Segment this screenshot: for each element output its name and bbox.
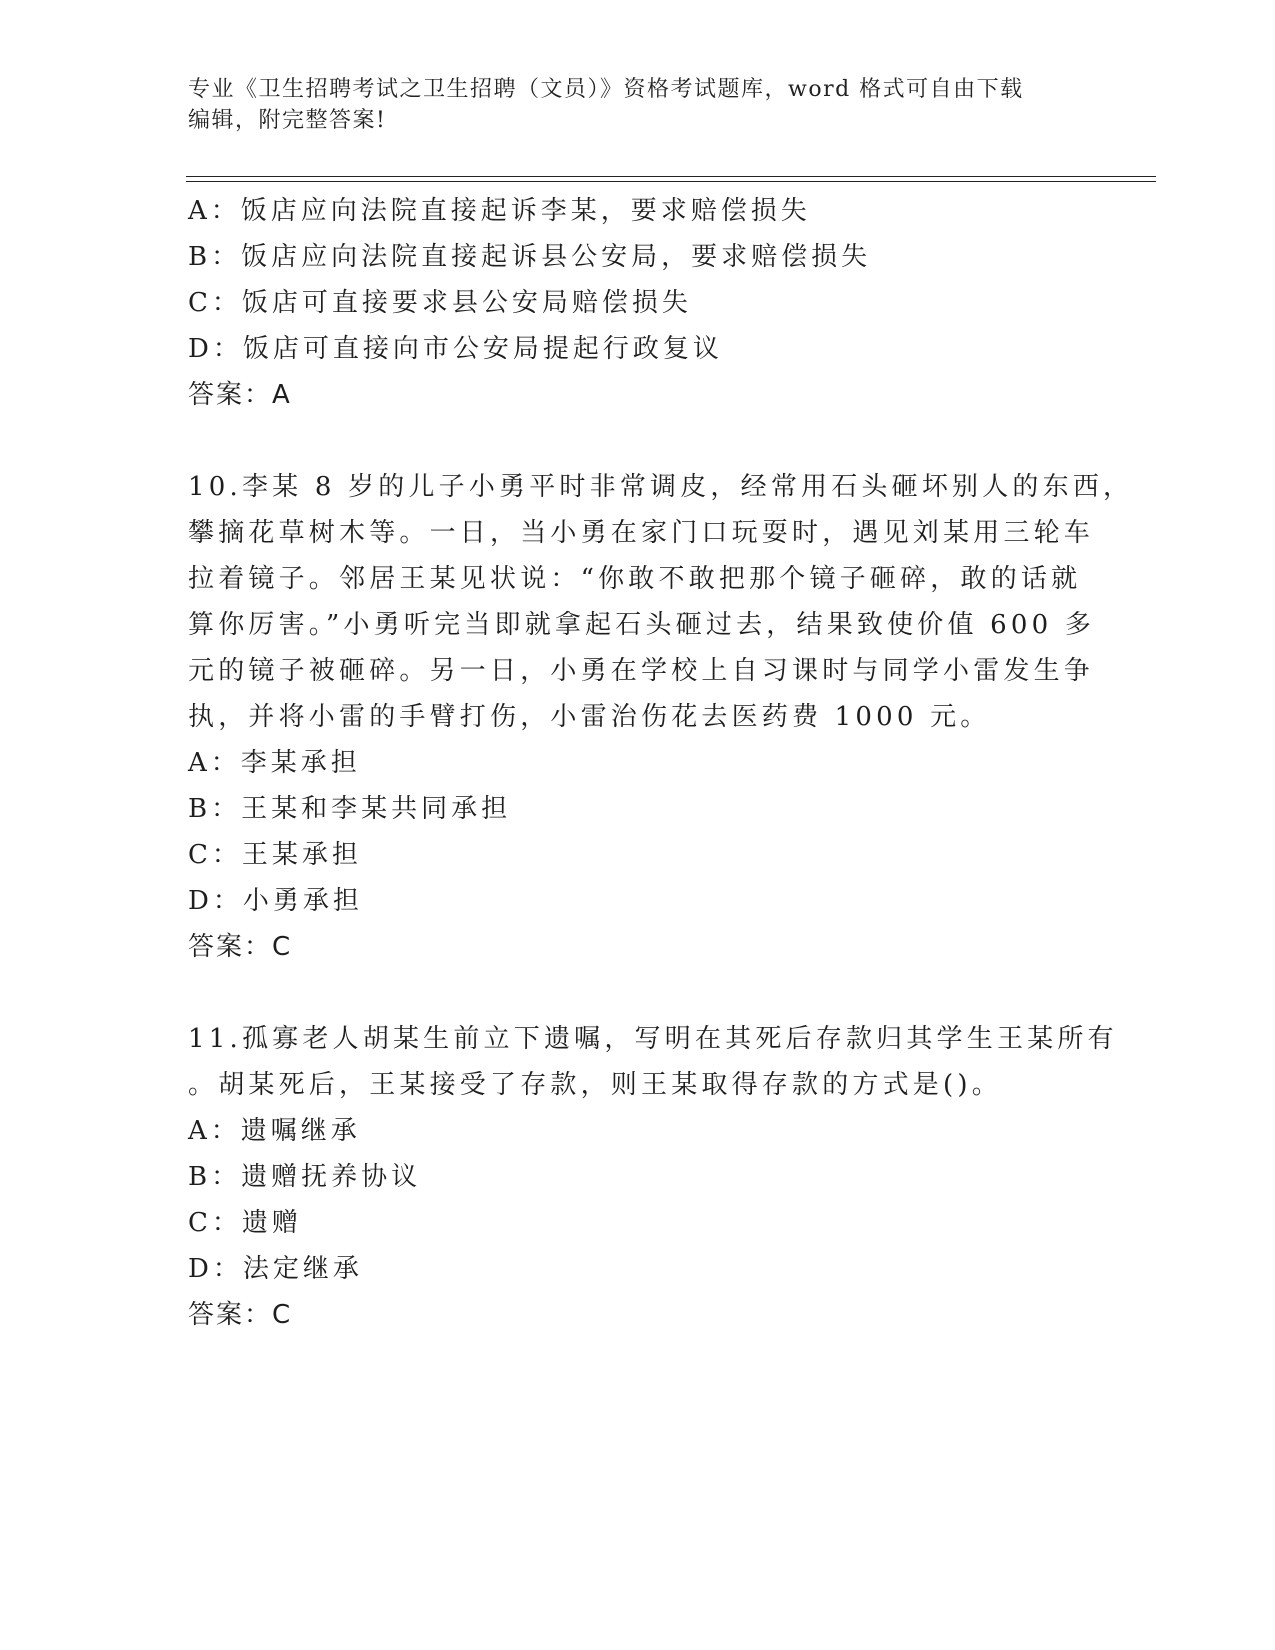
question-11-option-b: B：遗赠抚养协议 bbox=[188, 1162, 422, 1192]
question-9-option-b: B：饭店应向法院直接起诉县公安局，要求赔偿损失 bbox=[188, 242, 872, 272]
question-11-option-a: A：遗嘱继承 bbox=[188, 1116, 361, 1146]
header-line-1: 专业《卫生招聘考试之卫生招聘（文员）》资格考试题库，word 格式可自由下载 bbox=[188, 77, 1024, 102]
question-11-line-1: 11.孤寡老人胡某生前立下遗嘱，写明在其死后存款归其学生王某所有 bbox=[188, 1024, 1118, 1054]
question-10-stem bbox=[188, 464, 1134, 740]
question-10-options bbox=[188, 740, 1088, 970]
header-divider-bottom bbox=[186, 181, 1156, 182]
question-10-line-5: 元的镜子被砸碎。另一日，小勇在学校上自习课时与同学小雷发生争 bbox=[188, 656, 1095, 686]
question-9-answer: 答案：A bbox=[188, 380, 292, 410]
question-10-line-6: 执，并将小雷的手臂打伤，小雷治伤花去医药费 1000 元。 bbox=[188, 702, 991, 732]
question-10-line-1: 10.李某 8 岁的儿子小勇平时非常调皮，经常用石头砸坏别人的东西， bbox=[188, 472, 1134, 502]
question-10-option-a: A：李某承担 bbox=[188, 748, 361, 778]
spacer bbox=[188, 418, 1088, 464]
header-divider-top bbox=[186, 176, 1156, 177]
question-10-line-2: 攀摘花草树木等。一日，当小勇在家门口玩耍时，遇见刘某用三轮车 bbox=[188, 518, 1095, 548]
question-10-option-d: D：小勇承担 bbox=[188, 886, 363, 916]
question-10-option-b: B：王某和李某共同承担 bbox=[188, 794, 512, 824]
header-line-2: 编辑，附完整答案! bbox=[188, 108, 387, 133]
question-9-option-a: A：饭店应向法院直接起诉李某，要求赔偿损失 bbox=[188, 196, 811, 226]
question-11-stem bbox=[188, 1016, 1118, 1108]
question-9-options bbox=[188, 188, 1088, 418]
question-11-line-2: 。胡某死后，王某接受了存款，则王某取得存款的方式是()。 bbox=[188, 1070, 1002, 1100]
question-11-answer: 答案：C bbox=[188, 1300, 293, 1330]
spacer bbox=[188, 970, 1088, 1016]
question-10-line-3: 拉着镜子。邻居王某见状说：“你敢不敢把那个镜子砸碎，敢的话就 bbox=[188, 564, 1082, 594]
question-content bbox=[188, 188, 1134, 1338]
question-9-option-d: D：饭店可直接向市公安局提起行政复议 bbox=[188, 334, 723, 364]
question-10-answer: 答案：C bbox=[188, 932, 293, 962]
question-11-option-d: D：法定继承 bbox=[188, 1254, 363, 1284]
document-header bbox=[188, 74, 1088, 136]
question-10-option-c: C：王某承担 bbox=[188, 840, 362, 870]
question-9-option-c: C：饭店可直接要求县公安局赔偿损失 bbox=[188, 288, 692, 318]
question-11-options bbox=[188, 1108, 1088, 1338]
question-10-line-4: 算你厉害。”小勇听完当即就拿起石头砸过去，结果致使价值 600 多 bbox=[188, 610, 1096, 640]
question-11-option-c: C：遗赠 bbox=[188, 1208, 302, 1238]
